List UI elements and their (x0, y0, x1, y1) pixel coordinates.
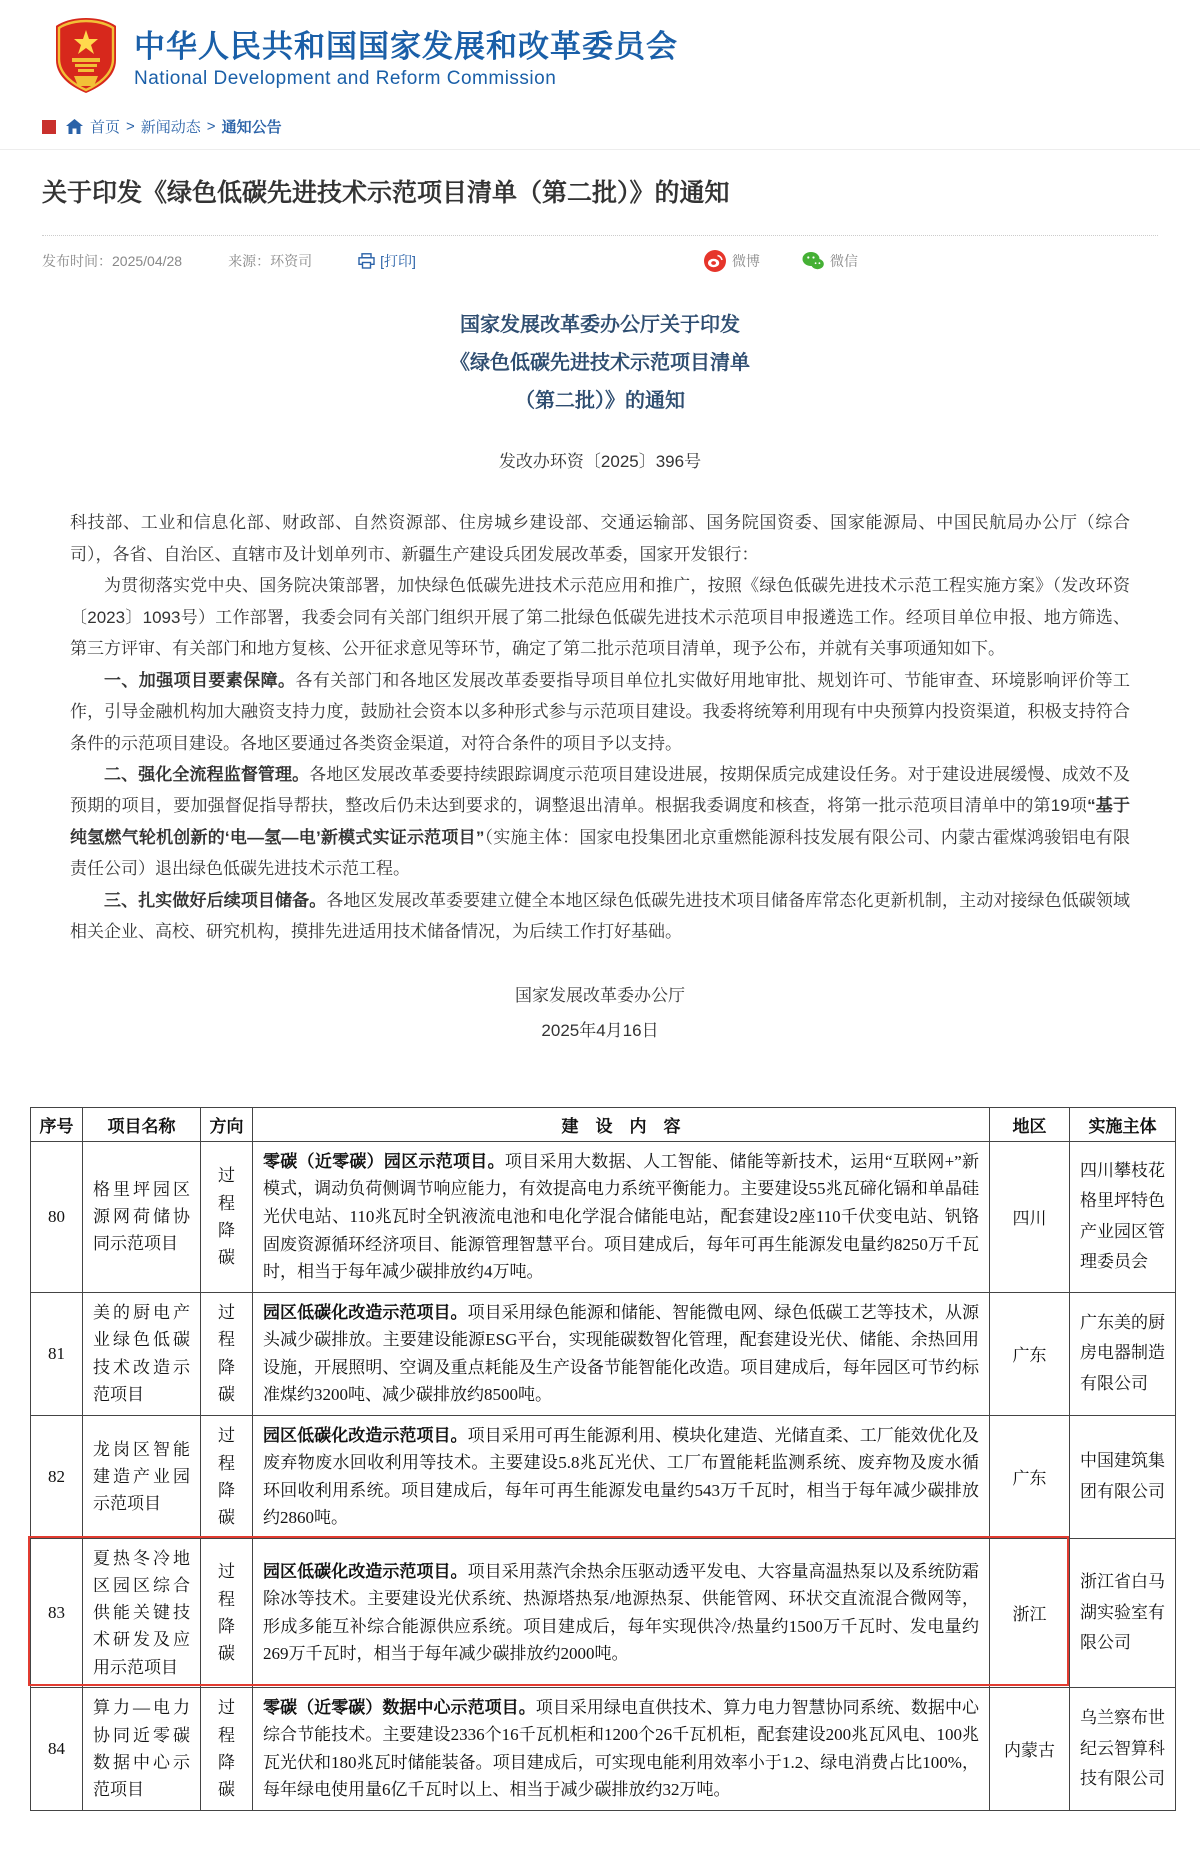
printer-icon (358, 253, 375, 269)
site-header (0, 0, 1200, 106)
cell-content-lead: 零碳（近零碳）数据中心示范项目。 (263, 1697, 536, 1717)
document-body (0, 272, 1200, 1049)
publish-time-label: 发布时间： (42, 253, 112, 269)
cell-region: 广东 (990, 1415, 1070, 1538)
cell-project-name: 夏热冬冷地区园区综合供能关键技术研发及应用示范项目 (83, 1538, 201, 1687)
document-number: 发改办环资〔2025〕396号 (498, 452, 702, 471)
wechat-icon (802, 250, 824, 272)
cell-direction: 过程降碳 (201, 1292, 253, 1415)
salutation: 科技部、工业和信息化部、财政部、自然资源部、住房城乡建设部、交通运输部、国务院国资委、国家能源局、中国民航局办公厅（综合司），各省、自治区、直辖市及计划单列市、新疆生产建设兵团发展改革委，国家开发银行： (70, 513, 1130, 564)
site-title-cn: 中华人民共和国国家发展和改革委员会 (134, 28, 678, 64)
cell-num: 82 (31, 1415, 83, 1538)
cell-region: 浙江 (990, 1538, 1070, 1687)
cell-content-lead: 零碳（近零碳）园区示范项目。 (263, 1151, 505, 1171)
publish-time-value: 2025/04/28 (112, 253, 183, 269)
paragraph (70, 665, 1130, 759)
cell-content-lead: 园区低碳化改造示范项目。 (263, 1561, 468, 1581)
signature-date: 2025年4月16日 (541, 1021, 659, 1041)
paragraph-lead: 三、扎实做好后续项目储备。 (104, 890, 327, 910)
site-title-en: National Development and Reform Commission (134, 67, 557, 89)
cell-direction: 过程降碳 (201, 1415, 253, 1538)
cell-content (253, 1687, 990, 1810)
col-header-entity: 实施主体 (1070, 1107, 1176, 1141)
paragraph (70, 759, 1130, 885)
document-title-line: 《绿色低碳先进技术示范项目清单 (450, 352, 750, 374)
cell-num: 83 (31, 1538, 83, 1687)
document-title (70, 306, 1130, 420)
meta-row (0, 236, 1200, 272)
col-header-name: 项目名称 (83, 1107, 201, 1141)
cell-project-name: 算力—电力协同近零碳数据中心示范项目 (83, 1687, 201, 1810)
breadcrumb-notices[interactable]: 通知公告 (221, 119, 282, 136)
table-row (31, 1141, 1176, 1292)
paragraph-text: 各有关部门和各地区发展改革委要指导项目单位扎实做好用地审批、规划许可、节能审查、环境影响评价等工作，引导金融机构加大融资支持力度，鼓励社会资本以多种形式参与示范项目建设。我委将统筹利用现有中央预算内投资渠道，积极支持符合条件的示范项目建设。各地区要通过各类资金渠道，对符合条件的项目予以支持。 (70, 670, 1131, 753)
source-value: 环资司 (270, 253, 313, 269)
breadcrumb-separator: > (206, 118, 216, 135)
project-table-wrap (30, 1107, 1175, 1811)
cell-entity: 广东美的厨房电器制造有限公司 (1070, 1292, 1176, 1415)
paragraph-lead: 二、强化全流程监督管理。 (104, 764, 310, 784)
signature-org: 国家发展改革委办公厅 (515, 985, 685, 1005)
col-header-region: 地区 (990, 1107, 1070, 1141)
col-header-content: 建 设 内 容 (253, 1107, 990, 1141)
col-header-direction: 方向 (201, 1107, 253, 1141)
paragraph-text: 各地区发展改革委要建立健全本地区绿色低碳先进技术项目储备库常态化更新机制，主动对接绿色低碳领域相关企业、高校、研究机构，摸排先进适用技术储备情况，为后续工作打好基础。 (70, 890, 1131, 942)
table-row (31, 1687, 1176, 1810)
source (228, 251, 312, 271)
col-header-num: 序号 (31, 1107, 83, 1141)
document-title-line: （第二批）》的通知 (515, 390, 685, 412)
cell-num: 80 (31, 1141, 83, 1292)
share-wechat-button[interactable] (802, 250, 858, 272)
paragraph-text: （实施主体：国家电投集团北京重燃能源科技发展有限公司、内蒙古霍煤鸿骏铝电有限责任公司）退出绿色低碳先进技术示范工程。 (70, 827, 1130, 879)
cell-content (253, 1141, 990, 1292)
paragraph (70, 885, 1130, 948)
table-row-highlighted (31, 1538, 1176, 1687)
cell-project-name: 龙岗区智能建造产业园示范项目 (83, 1415, 201, 1538)
cell-direction: 过程降碳 (201, 1141, 253, 1292)
cell-project-name: 美的厨电产业绿色低碳技术改造示范项目 (83, 1292, 201, 1415)
breadcrumb-home[interactable]: 首页 (90, 119, 121, 136)
breadcrumb-separator: > (126, 118, 135, 135)
cell-entity: 四川攀枝花格里坪特色产业园区管理委员会 (1070, 1141, 1176, 1292)
breadcrumb-news[interactable]: 新闻动态 (140, 119, 201, 136)
cell-direction: 过程降碳 (201, 1538, 253, 1687)
cell-region: 内蒙古 (990, 1687, 1070, 1810)
cell-num: 84 (31, 1687, 83, 1810)
cell-content-rest: 项目采用绿电直供技术、算力电力智慧协同系统、数据中心综合节能技术。主要建设2336个16千瓦机柜和1200个26千瓦机柜，配套建设200兆瓦风电、100兆瓦光伏和180兆瓦时储能装备。项目建成后，可实现电能利用效率小于1.2、绿电消费占比100%，每年绿电使用量6亿千瓦时以上、相当于减少碳排放约32万吨。 (263, 1697, 979, 1800)
cell-region: 四川 (990, 1141, 1070, 1292)
document-title-line: 国家发展改革委办公厅关于印发 (460, 314, 740, 336)
cell-region: 广东 (990, 1292, 1070, 1415)
cell-content-lead: 园区低碳化改造示范项目。 (263, 1302, 468, 1322)
home-icon[interactable] (66, 119, 83, 134)
breadcrumb (0, 106, 1200, 150)
cell-content (253, 1538, 990, 1687)
share-weibo-button[interactable] (704, 250, 760, 272)
table-header-row (31, 1107, 1176, 1141)
national-emblem-logo (52, 16, 120, 94)
project-table (30, 1107, 1176, 1811)
cell-entity: 浙江省白马湖实验室有限公司 (1070, 1538, 1176, 1687)
publish-time (42, 251, 182, 271)
cell-content-rest: 项目采用绿色能源和储能、智能微电网、绿色低碳工艺等技术，从源头减少碳排放。主要建设能源ESG平台，实现能碳数智化管理，配套建设光伏、储能、余热回用设施，开展照明、空调及重点耗能及生产设备节能智能化改造。项目建成后，每年园区可节约标准煤约3200吨、减少碳排放约8500吨。 (263, 1302, 980, 1405)
print-button[interactable] (358, 251, 416, 271)
cell-num: 81 (31, 1292, 83, 1415)
cell-content-rest: 项目采用大数据、人工智能、储能等新技术，运用“互联网+”新模式，调动负荷侧调节响应能力，有效提高电力系统平衡能力。主要建设55兆瓦碲化镉和单晶硅光伏电站、110兆瓦时全钒液流电池和电化学混合储能电站，配套建设2座110千伏变电站、钒铬固废资源循环经济项目、能源管理智慧平台。项目建成后，每年可再生能源发电量约8250万千瓦时，相当于每年减少碳排放约4万吨。 (263, 1151, 980, 1282)
cell-entity: 乌兰察布世纪云智算科技有限公司 (1070, 1687, 1176, 1810)
red-marker-icon (42, 120, 56, 134)
weibo-label: 微博 (732, 253, 760, 269)
cell-content (253, 1415, 990, 1538)
source-label: 来源： (228, 253, 271, 269)
paragraph-text: 各地区发展改革委要持续跟踪调度示范项目建设进展，按期保质完成建设任务。对于建设进展缓慢、成效不及预期的项目，要加强督促指导帮扶，整改后仍未达到要求的，调整退出清单。根据我委调度和核查，将第一批示范项目清单中的第19项 (70, 764, 1131, 816)
cell-direction: 过程降碳 (201, 1687, 253, 1810)
wechat-label: 微信 (830, 253, 858, 269)
paragraph (70, 570, 1130, 664)
cell-content (253, 1292, 990, 1415)
paragraph-bold-phrase: “基于纯氢燃气轮机创新的‘电—氢—电’新模式实证示范项目” (70, 796, 1130, 847)
table-row (31, 1292, 1176, 1415)
cell-content-rest: 项目采用蒸汽余热余压驱动透平发电、大容量高温热泵以及系统防霜除冰等技术。主要建设光伏系统、热源塔热泵/地源热泵、供能管网、环状交直流混合微网等，形成多能互补综合能源供应系统。项目建成后，每年实现供冷/热量约1500万千瓦时、发电量约269万千瓦时，相当于每年减少碳排放约2000吨。 (263, 1561, 980, 1664)
cell-content-lead: 园区低碳化改造示范项目。 (263, 1425, 468, 1445)
cell-entity: 中国建筑集团有限公司 (1070, 1415, 1176, 1538)
table-row (31, 1415, 1176, 1538)
paragraph-lead: 一、加强项目要素保障。 (104, 670, 296, 690)
paragraph-text: 为贯彻落实党中央、国务院决策部署，加快绿色低碳先进技术示范应用和推广，按照《绿色低碳先进技术示范工程实施方案》（发改环资〔2023〕1093号）工作部署，我委会同有关部门组织开展了第二批绿色低碳先进技术示范项目申报遴选工作。经项目单位申报、地方筛选、第三方评审、有关部门和地方复核、公开征求意见等环节，确定了第二批示范项目清单，现予公布，并就有关事项通知如下。 (70, 576, 1130, 659)
share-group (662, 250, 858, 272)
cell-content-rest: 项目采用可再生能源利用、模块化建造、光储直柔、工厂能效优化及废弃物废水回收利用等技术。主要建设5.8兆瓦光伏、工厂布置能耗监测系统、废弃物及废水循环回收利用系统。项目建成后，每年可再生能源发电量约543万千瓦时，相当于每年减少碳排放约2860吨。 (263, 1425, 980, 1528)
cell-project-name: 格里坪园区源网荷储协同示范项目 (83, 1141, 201, 1292)
print-label: [打印] (380, 253, 416, 269)
signature-block (70, 978, 1130, 1049)
page-title: 关于印发《绿色低碳先进技术示范项目清单（第二批）》的通知 (42, 179, 730, 207)
weibo-icon (704, 250, 726, 272)
